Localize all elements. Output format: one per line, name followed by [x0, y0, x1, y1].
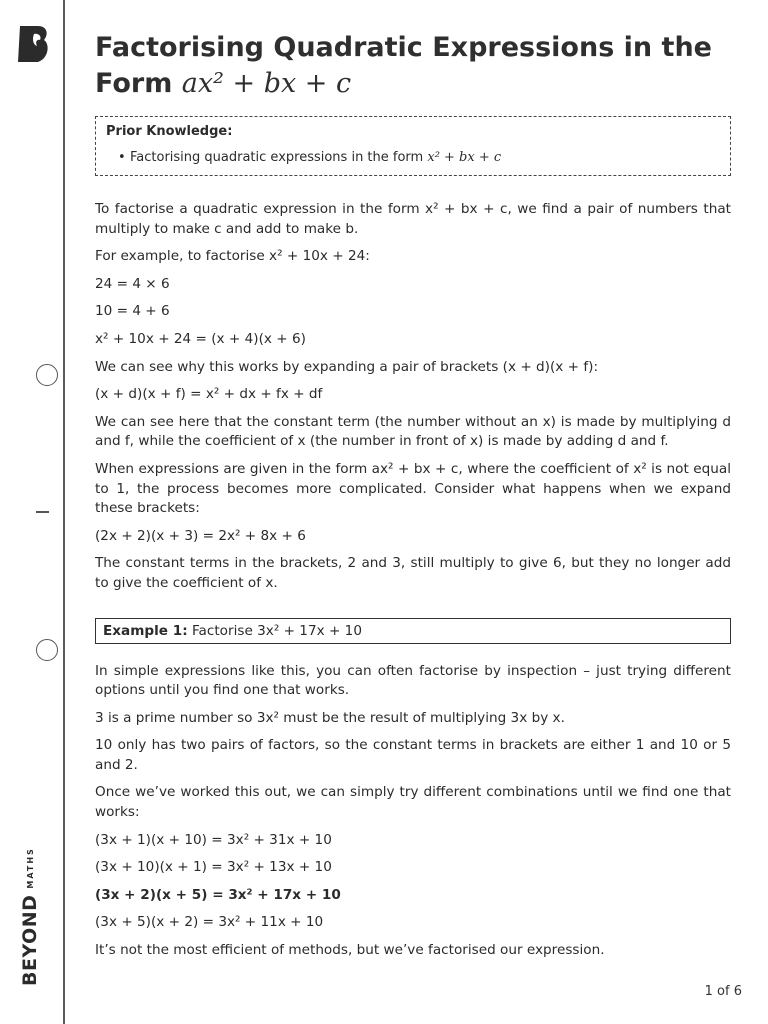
bullet-icon: •	[118, 150, 126, 165]
title-expression: ax² + bx + c	[181, 68, 352, 99]
equation-factorised: x² + 10x + 24 = (x + 4)(x + 6)	[95, 330, 306, 347]
paragraph-inspection: In simple expressions like this, you can often factorise by inspection – just trying different options until you find one that works.	[95, 662, 731, 699]
example-box	[95, 618, 731, 644]
prior-item-text: Factorising quadratic expressions in the form	[130, 150, 424, 165]
beyond-logo-icon	[16, 24, 50, 64]
paragraph-constant-term: We can see here that the constant term (the number without an x) is made by multiplying d and f, while the coefficient of x (the number in front of x) is made by adding d and f.	[95, 413, 731, 450]
page-number: 1 of 6	[704, 984, 742, 999]
prior-knowledge-box	[95, 116, 731, 176]
example-label: Example 1:	[103, 622, 188, 639]
prior-knowledge-heading: Prior Knowledge:	[106, 124, 233, 139]
paragraph-prime: 3 is a prime number so 3x² must be the result of multiplying 3x by x.	[95, 709, 565, 726]
trial-3-correct: (3x + 2)(x + 5) = 3x² + 17x + 10	[95, 886, 341, 903]
equation-product: 24 = 4 × 6	[95, 275, 170, 292]
trial-2: (3x + 10)(x + 1) = 3x² + 13x + 10	[95, 859, 332, 876]
trial-4: (3x + 5)(x + 2) = 3x² + 11x + 10	[95, 914, 324, 931]
punch-hole-bottom	[36, 639, 58, 661]
prior-item-expression: x² + bx + c	[427, 150, 502, 165]
equation-expand-example: (2x + 2)(x + 3) = 2x² + 8x + 6	[95, 527, 306, 544]
equation-general-expansion: (x + d)(x + f) = x² + dx + fx + df	[95, 386, 323, 403]
paragraph-intro: To factorise a quadratic expression in the form x² + bx + c, we find a pair of numbers that multiply to make c and add to make b.	[95, 201, 731, 237]
margin-line	[63, 0, 65, 1024]
paragraph-conclusion: It’s not the most efficient of methods, but we’ve factorised our expression.	[95, 942, 605, 959]
paragraph-expanding: We can see why this works by expanding a pair of brackets (x + d)(x + f):	[95, 358, 599, 375]
paragraph-constant-terms: The constant terms in the brackets, 2 and 3, still multiply to give 6, but they no longer add to give the coefficient of x.	[95, 555, 731, 591]
prior-knowledge-item	[106, 149, 720, 167]
page-title	[95, 30, 731, 102]
example-text: Factorise 3x² + 17x + 10	[191, 622, 362, 639]
title-line1: Factorising Quadratic Expressions in the	[95, 32, 712, 63]
equation-sum: 10 = 4 + 6	[95, 303, 170, 320]
trial-1: (3x + 1)(x + 10) = 3x² + 31x + 10	[95, 831, 332, 848]
paragraph-example-intro: For example, to factorise x² + 10x + 24:	[95, 248, 370, 265]
brand-wordmark	[18, 847, 42, 986]
brand-main: BEYOND	[19, 894, 41, 986]
page-content	[95, 30, 731, 961]
center-mark	[36, 511, 49, 513]
brand-sub: MATHS	[25, 847, 35, 889]
punch-hole-top	[36, 364, 58, 386]
paragraph-factor-pairs: 10 only has two pairs of factors, so the constant terms in brackets are either 1 and 10 or 5 and 2.	[95, 737, 731, 773]
paragraph-combinations: Once we’ve worked this out, we can simply try different combinations until we find one that works:	[95, 784, 731, 821]
title-form: Form	[95, 68, 173, 99]
paragraph-coefficient: When expressions are given in the form ax² + bx + c, where the coefficient of x² is not equal to 1, the process becomes more complicated. Consider what happens when we expand these brackets:	[95, 460, 731, 517]
